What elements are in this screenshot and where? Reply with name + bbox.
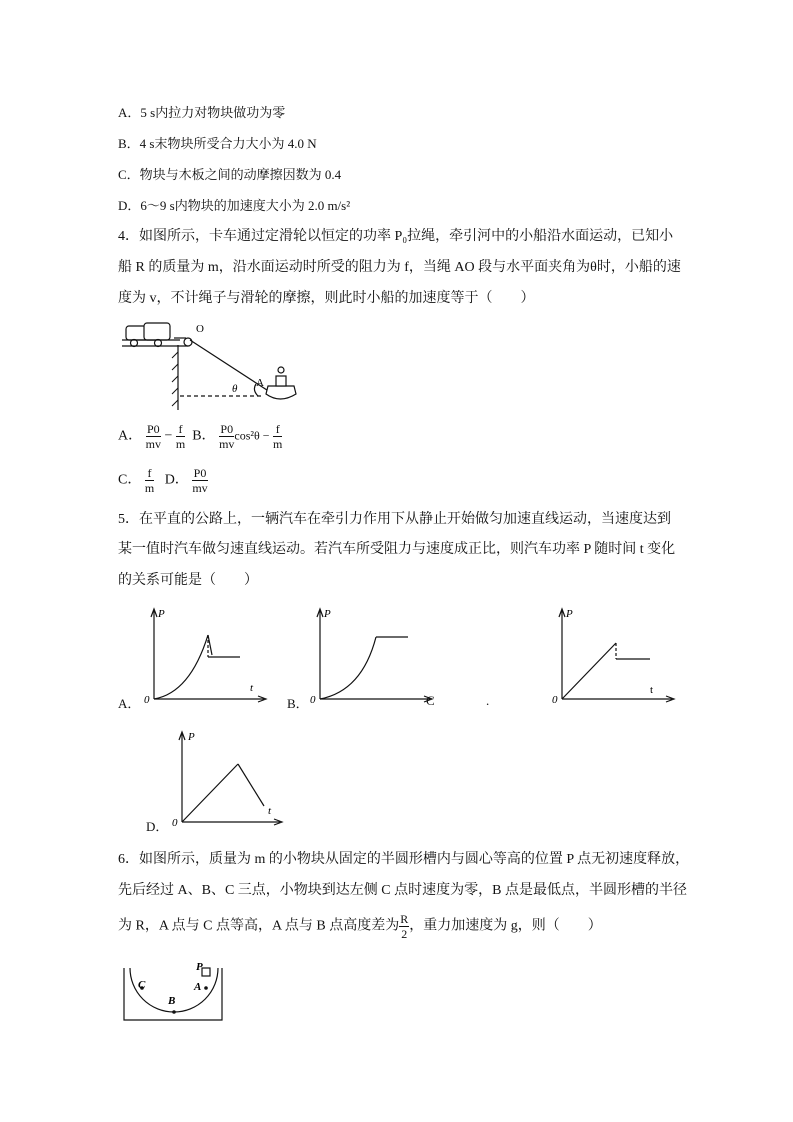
q5-graph-a-x-label: t [250,682,254,694]
q5-graph-c-y-label: P [566,608,573,620]
q5-graph-b-y-label: P [324,608,331,620]
q5-option-b-label: B． [287,696,309,711]
q4-option-b-label: B． [192,428,216,444]
q4-option-d-n1: P0 [193,466,207,480]
q4-option-a-frac2 [176,422,185,451]
q6-frac [399,912,409,941]
q6-label-p: P [196,961,203,973]
q6-line-1: 6．如图所示，质量为 m 的小物块从固定的半圆形槽内与圆心等高的位置 P 点无初速度释放， [118,852,690,867]
q5-graph-c-origin: 0 [552,694,558,706]
q4-option-d-frac [192,466,207,495]
q5-graph-d-y-label: P [188,731,195,743]
q3-option-b: B．4 s末物块所受合力大小为 4.0 N [118,136,317,151]
q4-option-a-frac1 [146,422,161,451]
q5-option-a-label: A． [118,696,141,711]
q5-graph-b [306,605,436,705]
q4-option-a-label: A． [118,428,143,444]
q6-frac-num: R [400,912,409,926]
q4-option-b-n2: f [273,422,282,437]
q4-option-cd-row [118,466,208,495]
q3-option-d: D．6～9 s内物块的加速度大小为 2.0 m/s² [118,198,351,213]
q6-point-a-dot [204,986,208,990]
q5-graph-a-origin: 0 [144,694,150,706]
q4-option-b-frac2 [273,422,282,451]
q6-line-3-text: 为 R，A 点与 C 点等高，A 点与 B 点高度差为 [118,918,400,934]
q4-option-a-n1: P0 [146,422,160,436]
q5-line-1: 5．在平直的公路上，一辆汽车在牵引力作用下从静止开始做匀加速直线运动，当速度达到 [118,512,671,527]
q6-label-a: A [194,981,202,993]
q4-line-2: 船 R 的质量为 m，沿水面运动时所受的阻力为 f，当绳 AO 段与水平面夹角为θ时，小船的速 [118,260,681,275]
q5-graph-d-x-label: t [268,805,272,817]
q5-graph-c [548,605,678,705]
q4-option-a-d2: m [175,437,186,451]
q6-line-3-tail: ，重力加速度为 g，则（ ） [409,918,602,934]
q6-semicircle-figure [122,962,227,1024]
q4-option-c-d1: m [144,481,155,495]
q5-graph-c-x-label: t [650,684,654,696]
q6-frac-den: 2 [401,927,408,941]
q4-line-3: 度为 v，不计绳子与滑轮的摩擦，则此时小船的加速度等于（ ） [118,291,535,306]
q5-graph-d-origin: 0 [172,817,178,829]
q6-label-c: C [138,979,146,991]
q5-graph-a [140,605,270,705]
q4-option-c-label: C． [118,472,142,488]
q4-option-b-n1: P0 [220,422,234,436]
q5-graph-d [168,728,288,828]
q4-fig-label-o: O [196,323,204,335]
q4-option-a-minus: − [164,428,173,444]
q5-option-c-label: C [426,693,435,708]
q3-option-c: C．物块与木板之间的动摩擦因数为 0.4 [118,167,342,182]
q4-line-1: 4．如图所示，卡车通过定滑轮以恒定的功率 P₀拉绳，牵引河中的小船沿水面运动，已知小 [118,229,674,244]
q3-option-a: A．5 s内拉力对物块做功为零 [118,105,286,120]
q4-truck-boat-figure [118,318,318,413]
q5-option-c-dot: . [486,693,490,708]
q6-label-b: B [168,995,176,1007]
q4-option-d-label: D． [164,472,189,488]
q6-line-3 [118,912,602,941]
q4-fig-label-a: A [256,377,264,389]
q4-option-a-row [118,422,282,451]
q6-line-2: 先后经过 A、B、C 三点，小物块到达左侧 C 点时速度为零，B 点是最低点，半圆形槽的半径 [118,883,687,898]
q6-point-b-dot [172,1010,176,1014]
q4-option-d-d1: mv [192,481,208,495]
q5-line-2: 某一值时汽车做匀速直线运动。若汽车所受阻力与速度成正比，则汽车功率 P 随时间 t 变化 [118,542,676,557]
q4-option-b-frac1 [219,422,234,451]
q4-option-a-n2: f [176,422,185,437]
q5-graph-b-origin: 0 [310,694,316,706]
q4-fig-label-theta: θ [232,383,238,395]
q5-line-3: 的关系可能是（ ） [118,573,258,588]
q4-option-c-n1: f [145,466,154,481]
q4-option-a-d1: mv [145,437,161,451]
q5-option-d-label: D． [146,819,169,834]
q5-graph-a-y-label: P [158,608,165,620]
q4-option-b-d1: mv [219,437,235,451]
q4-option-b-mid: cos²θ − [234,428,270,443]
q4-option-b-d2: m [273,437,283,451]
q4-option-c-frac [145,466,154,495]
